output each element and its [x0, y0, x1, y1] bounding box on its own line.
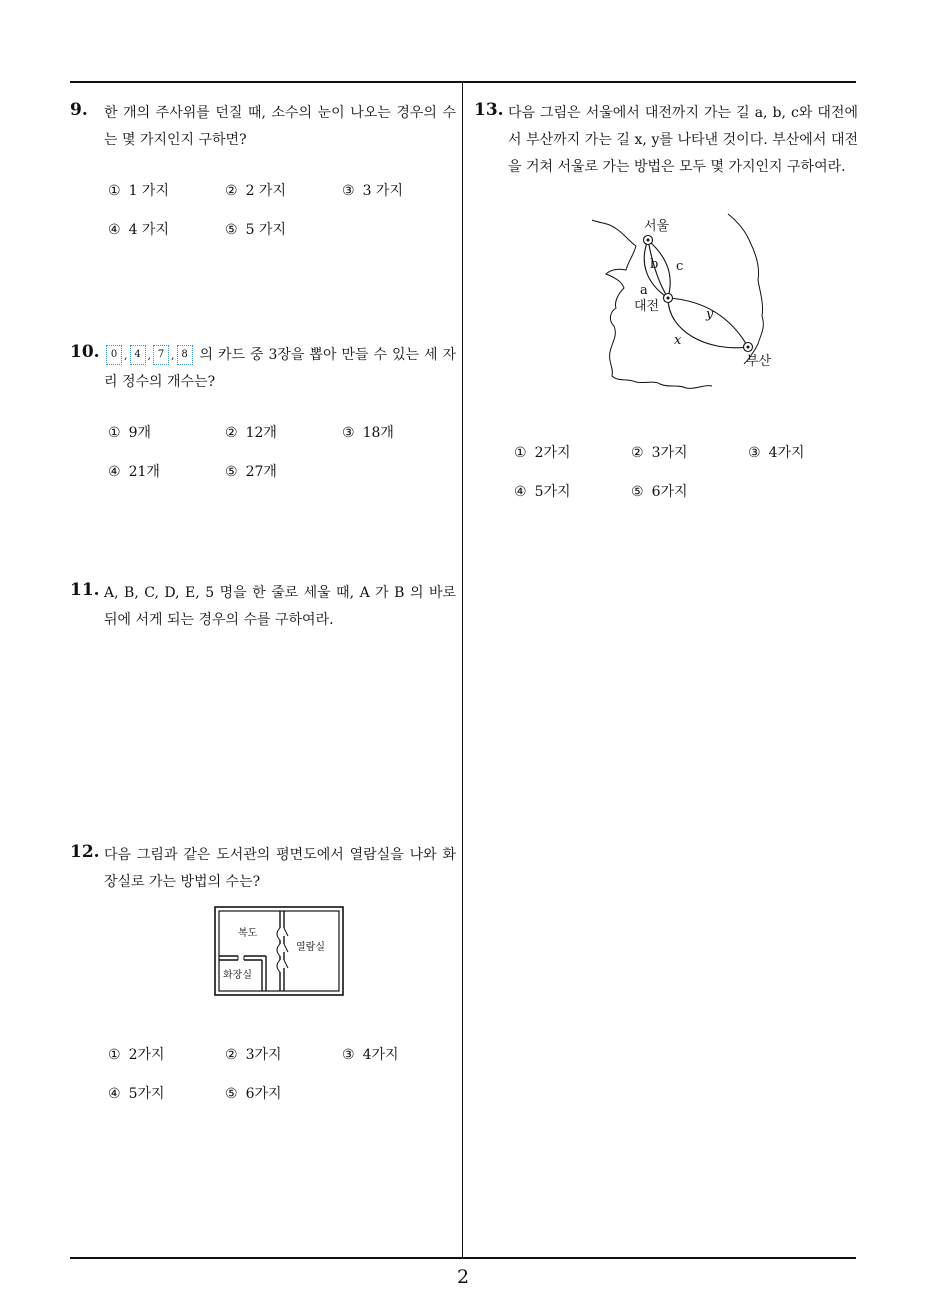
card-set: 0 , 4 , 7 , 8 — [104, 347, 195, 363]
question-text: 한 개의 주사위를 던질 때, 소수의 눈이 나오는 경우의 수는 몇 가지인지 구하면? — [104, 105, 456, 148]
seoul-marker — [644, 236, 653, 245]
choice-label: 4 가지 — [128, 222, 169, 238]
choice-3[interactable]: ③ 3 가지 — [342, 183, 403, 199]
question-text: 다음 그림은 서울에서 대전까지 가는 길 a, b, c와 대전에서 부산까지 가는 길 x, y를 나타낸 것이다. 부산에서 대전을 거쳐 서울로 가는 방법은 모두 몇 가지인지 구하여라. — [508, 105, 858, 175]
choice-4[interactable]: ④ 4 가지 — [108, 222, 169, 238]
choice-1[interactable]: ① 9개 — [108, 425, 151, 441]
choice-5[interactable]: ⑤ 5 가지 — [225, 222, 286, 238]
column-divider — [462, 82, 463, 1258]
choice-1[interactable]: ① 2가지 — [514, 445, 571, 461]
question-number: 10. — [70, 342, 100, 362]
corridor-label: 복도 — [238, 928, 258, 939]
choice-1[interactable]: ① 1 가지 — [108, 183, 169, 199]
choice-label: 2가지 — [534, 445, 571, 461]
seoul-label: 서울 — [644, 219, 670, 234]
question-text: A, B, C, D, E, 5 명을 한 줄로 세울 때, A 가 B 의 바로 뒤에 서게 되는 경우의 수를 구하여라. — [104, 585, 456, 628]
choice-4[interactable]: ④ 5가지 — [514, 484, 571, 500]
choice-2[interactable]: ② 3가지 — [225, 1047, 282, 1063]
question-number: 11. — [70, 580, 100, 600]
choice-label: 3가지 — [245, 1047, 282, 1063]
choice-4[interactable]: ④ 21개 — [108, 464, 160, 480]
bottom-rule — [70, 1257, 856, 1259]
choice-2[interactable]: ② 2 가지 — [225, 183, 286, 199]
choice-5[interactable]: ⑤ 27개 — [225, 464, 277, 480]
road-b-label: b — [650, 257, 659, 272]
route-map — [588, 212, 778, 394]
page-number: 2 — [456, 1266, 470, 1288]
choice-label: 6가지 — [245, 1086, 282, 1102]
choice-2[interactable]: ② 3가지 — [631, 445, 688, 461]
choice-label: 3 가지 — [362, 183, 403, 199]
question-text-rest: 의 카드 중 3장을 뽑아 만들 수 있는 세 자리 정수의 개수는? — [104, 347, 456, 390]
choice-label: 4가지 — [768, 445, 805, 461]
question-text — [104, 342, 456, 396]
choice-label: 12개 — [245, 425, 277, 441]
choice-label: 1 가지 — [128, 183, 169, 199]
choice-label: 2 가지 — [245, 183, 286, 199]
number-card: 7 — [153, 345, 169, 365]
number-card: 0 — [106, 345, 122, 365]
choice-3[interactable]: ③ 4가지 — [748, 445, 805, 461]
choice-1[interactable]: ① 2가지 — [108, 1047, 165, 1063]
choice-5[interactable]: ⑤ 6가지 — [225, 1086, 282, 1102]
question-number: 12. — [70, 842, 100, 862]
road-c-label: c — [676, 259, 684, 274]
coastline-east — [728, 214, 763, 364]
question-number: 13. — [474, 100, 504, 120]
choice-2[interactable]: ② 12개 — [225, 425, 277, 441]
question-number: 9. — [70, 100, 88, 120]
busan-marker — [744, 343, 753, 352]
choice-label: 2가지 — [128, 1047, 165, 1063]
choice-label: 6가지 — [651, 484, 688, 500]
question-text: 다음 그림과 같은 도서관의 평면도에서 열람실을 나와 화장실로 가는 방법의 수는? — [104, 847, 456, 890]
number-card: 8 — [177, 345, 193, 365]
road-x-label: x — [674, 333, 682, 348]
choice-label: 21개 — [128, 464, 160, 480]
daejeon-marker — [664, 294, 673, 303]
busan-label: 부산 — [746, 354, 772, 369]
restroom-label: 화장실 — [223, 970, 252, 981]
library-floor-plan — [214, 906, 344, 996]
road-a-label: a — [640, 283, 648, 298]
choice-label: 3가지 — [651, 445, 688, 461]
choice-label: 5 가지 — [245, 222, 286, 238]
reading-room-label: 열람실 — [296, 942, 325, 953]
choice-5[interactable]: ⑤ 6가지 — [631, 484, 688, 500]
road-y-label: y — [706, 307, 714, 322]
daejeon-label: 대전 — [634, 299, 660, 314]
choice-label: 18개 — [362, 425, 394, 441]
choice-label: 4가지 — [362, 1047, 399, 1063]
choice-3[interactable]: ③ 18개 — [342, 425, 394, 441]
choice-label: 9개 — [128, 425, 151, 441]
choice-label: 5가지 — [128, 1086, 165, 1102]
choice-label: 5가지 — [534, 484, 571, 500]
choice-4[interactable]: ④ 5가지 — [108, 1086, 165, 1102]
number-card: 4 — [130, 345, 146, 365]
choice-3[interactable]: ③ 4가지 — [342, 1047, 399, 1063]
choice-label: 27개 — [245, 464, 277, 480]
top-rule — [70, 81, 856, 83]
